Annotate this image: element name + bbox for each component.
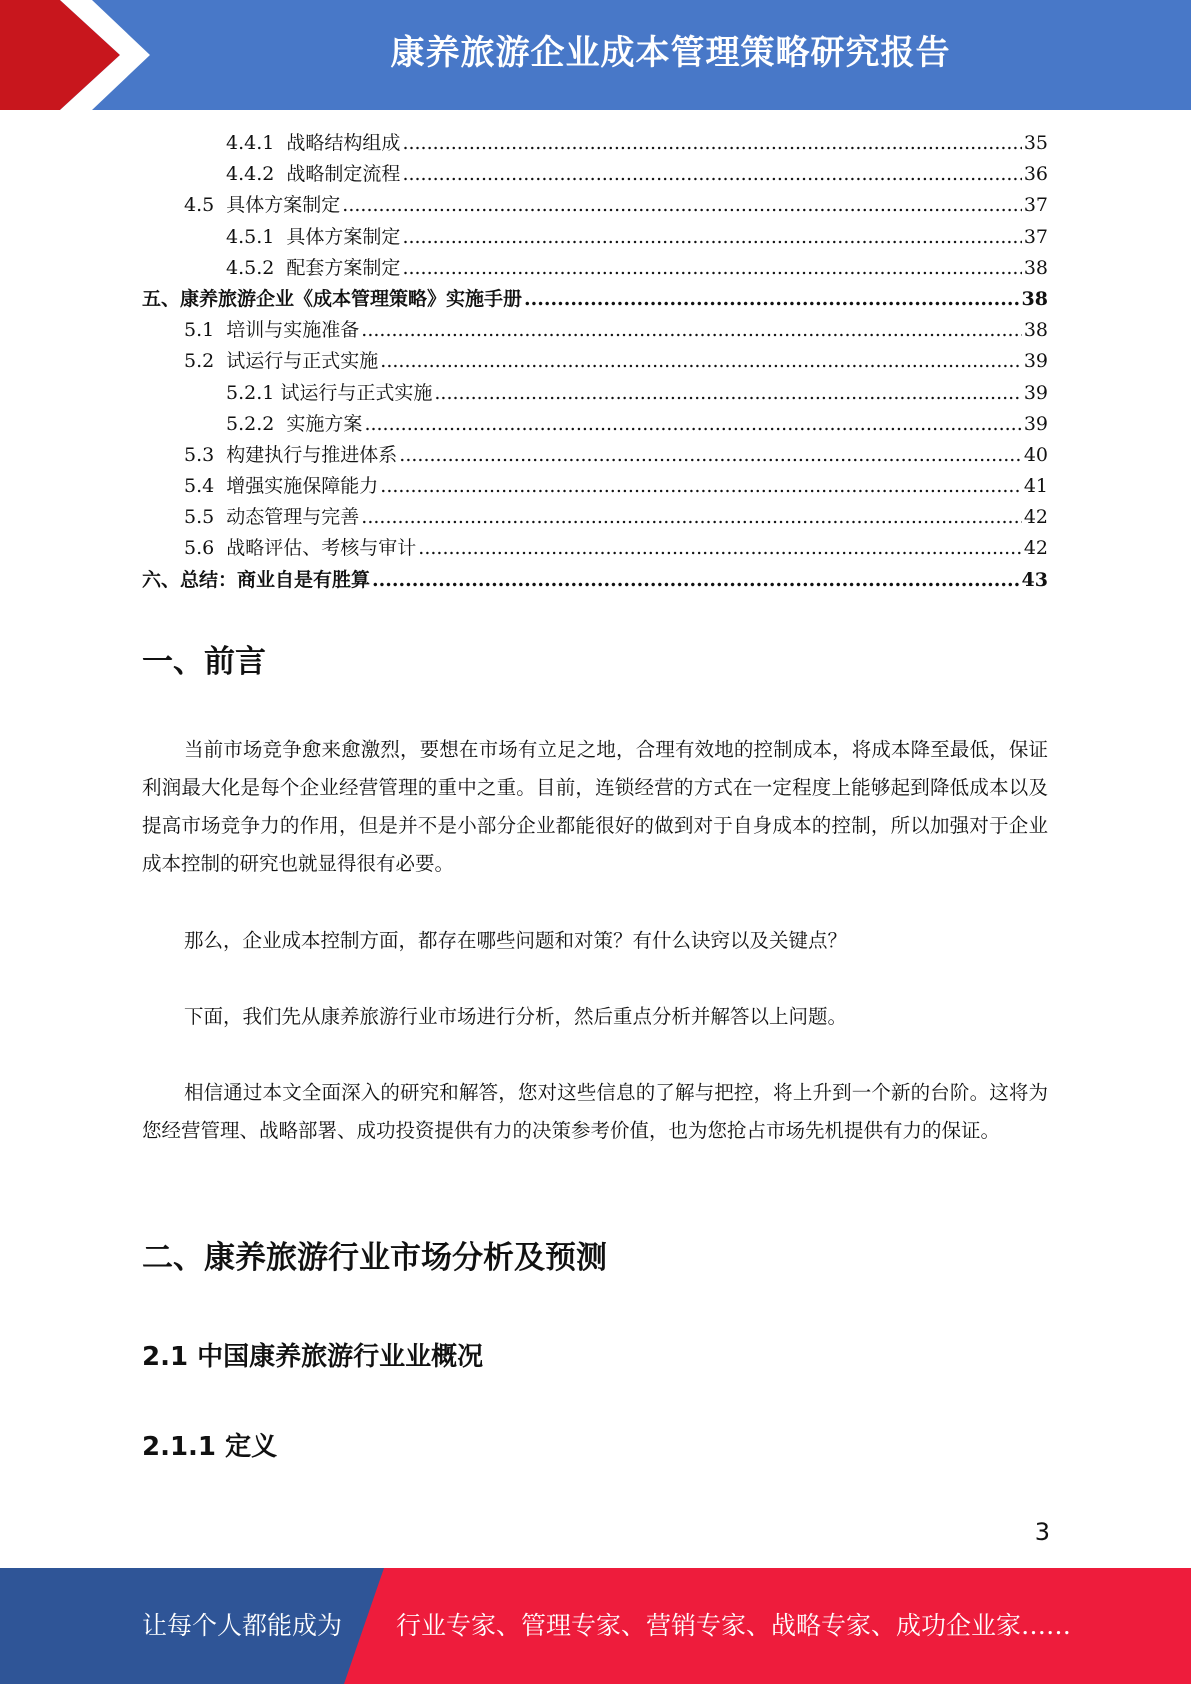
arrow-decoration-icon	[0, 0, 160, 110]
toc-entry-title: 5.1 培训与实施准备	[184, 319, 360, 342]
toc-entry-page: 38	[1023, 319, 1048, 342]
page-number: 3	[1034, 1518, 1050, 1546]
toc-entry[interactable]	[142, 315, 1048, 346]
toc-entry-page: 36	[1023, 163, 1048, 186]
toc-entry-page: 38	[1023, 256, 1048, 279]
toc-entry-page: 41	[1023, 475, 1048, 498]
toc-entry-title: 4.5.1 具体方案制定	[226, 225, 401, 248]
toc-entry[interactable]	[142, 533, 1048, 564]
toc-entry-title: 5.4 增强实施保障能力	[184, 475, 379, 498]
toc-entry[interactable]	[142, 253, 1048, 284]
toc-entry-page: 37	[1023, 225, 1048, 248]
toc-entry-title: 4.4.1 战略结构组成	[226, 132, 401, 154]
toc-entry-page: 35	[1023, 132, 1048, 154]
header-banner	[0, 0, 1191, 110]
section-heading-market-analysis: 二、康养旅游行业市场分析及预测	[142, 1240, 607, 1276]
section-heading-preface: 一、前言	[142, 644, 266, 680]
toc-dot-leader	[364, 409, 1021, 440]
toc-entry[interactable]	[142, 159, 1048, 190]
toc-dot-leader	[380, 346, 1022, 377]
toc-dot-leader	[434, 378, 1021, 409]
toc-entry-title: 5.3 构建执行与推进体系	[184, 443, 398, 466]
toc-dot-leader	[402, 159, 1021, 190]
toc-entry-title: 5.5 动态管理与完善	[184, 506, 360, 529]
toc-entry-title: 5.2.1 试运行与正式实施	[226, 381, 433, 404]
toc-dot-leader	[402, 253, 1021, 284]
toc-entry[interactable]	[142, 409, 1048, 440]
subsection-heading-overview: 2.1 中国康养旅游行业业概况	[142, 1342, 484, 1372]
toc-dot-leader	[399, 440, 1022, 471]
toc-entry[interactable]	[142, 346, 1048, 377]
toc-entry-page: 40	[1023, 443, 1048, 466]
toc-entry[interactable]	[142, 502, 1048, 533]
toc-dot-leader	[372, 565, 1020, 596]
toc-dot-leader	[402, 128, 1021, 159]
table-of-contents	[142, 128, 1048, 596]
preface-paragraph-3: 下面，我们先从康养旅游行业市场进行分析，然后重点分析并解答以上问题。	[184, 1005, 848, 1028]
toc-entry-page: 39	[1023, 350, 1048, 373]
toc-dot-leader	[380, 471, 1022, 502]
preface-paragraph-1: 当前市场竞争愈来愈激烈，要想在市场有立足之地，合理有效地的控制成本，将成本降至最低，保证利润最大化是每个企业经营管理的重中之重。目前，连锁经营的方式在一定程度上能够起到降低成本以及提高市场竞争力的作用，但是并不是小部分企业都能很好的做到对于自身成本的控制，所以加强对于企业成本控制的研究也就显得很有必要。	[142, 738, 1048, 875]
toc-entry[interactable]	[142, 440, 1048, 471]
toc-entry[interactable]	[142, 565, 1048, 596]
toc-dot-leader	[418, 533, 1022, 564]
toc-entry-title: 六、总结：商业自是有胜算	[142, 568, 371, 591]
toc-entry-title: 4.4.2 战略制定流程	[226, 163, 401, 186]
toc-dot-leader	[402, 222, 1021, 253]
toc-entry-title: 5.6 战略评估、考核与审计	[184, 537, 417, 560]
toc-entry-title: 4.5.2 配套方案制定	[226, 256, 401, 279]
toc-dot-leader	[342, 190, 1022, 221]
preface-paragraph-2: 那么，企业成本控制方面，都存在哪些问题和对策？有什么诀窍以及关键点？	[184, 929, 848, 952]
toc-entry-page: 38	[1021, 287, 1048, 310]
toc-entry-page: 43	[1021, 568, 1048, 591]
toc-entry[interactable]	[142, 222, 1048, 253]
toc-entry[interactable]	[142, 284, 1048, 315]
toc-entry-page: 39	[1023, 381, 1048, 404]
subsubsection-heading-definition: 2.1.1 定义	[142, 1432, 278, 1462]
toc-entry-title: 5.2.2 实施方案	[226, 412, 363, 435]
footer-slogan-left: 让每个人都能成为	[142, 1611, 343, 1640]
toc-dot-leader	[361, 502, 1022, 533]
toc-entry[interactable]	[142, 378, 1048, 409]
toc-entry-page: 37	[1023, 194, 1048, 217]
toc-entry[interactable]	[142, 128, 1048, 159]
toc-entry[interactable]	[142, 190, 1048, 221]
footer-banner	[0, 1568, 1191, 1684]
toc-entry-title: 五、康养旅游企业《成本管理策略》实施手册	[142, 287, 523, 310]
document-title: 康养旅游企业成本管理策略研究报告	[390, 33, 951, 73]
toc-entry[interactable]	[142, 471, 1048, 502]
toc-entry-page: 42	[1023, 506, 1048, 529]
toc-entry-title: 4.5 具体方案制定	[184, 194, 341, 217]
toc-entry-page: 39	[1023, 412, 1048, 435]
preface-paragraph-4: 相信通过本文全面深入的研究和解答，您对这些信息的了解与把控，将上升到一个新的台阶。这将为您经营管理、战略部署、成功投资提供有力的决策参考价值，也为您抢占市场先机提供有力的保证。	[142, 1081, 1048, 1142]
footer-slogan-right: 行业专家、管理专家、营销专家、战略专家、成功企业家……	[396, 1611, 1072, 1640]
toc-dot-leader	[361, 315, 1022, 346]
toc-dot-leader	[524, 284, 1020, 315]
toc-entry-title: 5.2 试运行与正式实施	[184, 350, 379, 373]
toc-entry-page: 42	[1023, 537, 1048, 560]
